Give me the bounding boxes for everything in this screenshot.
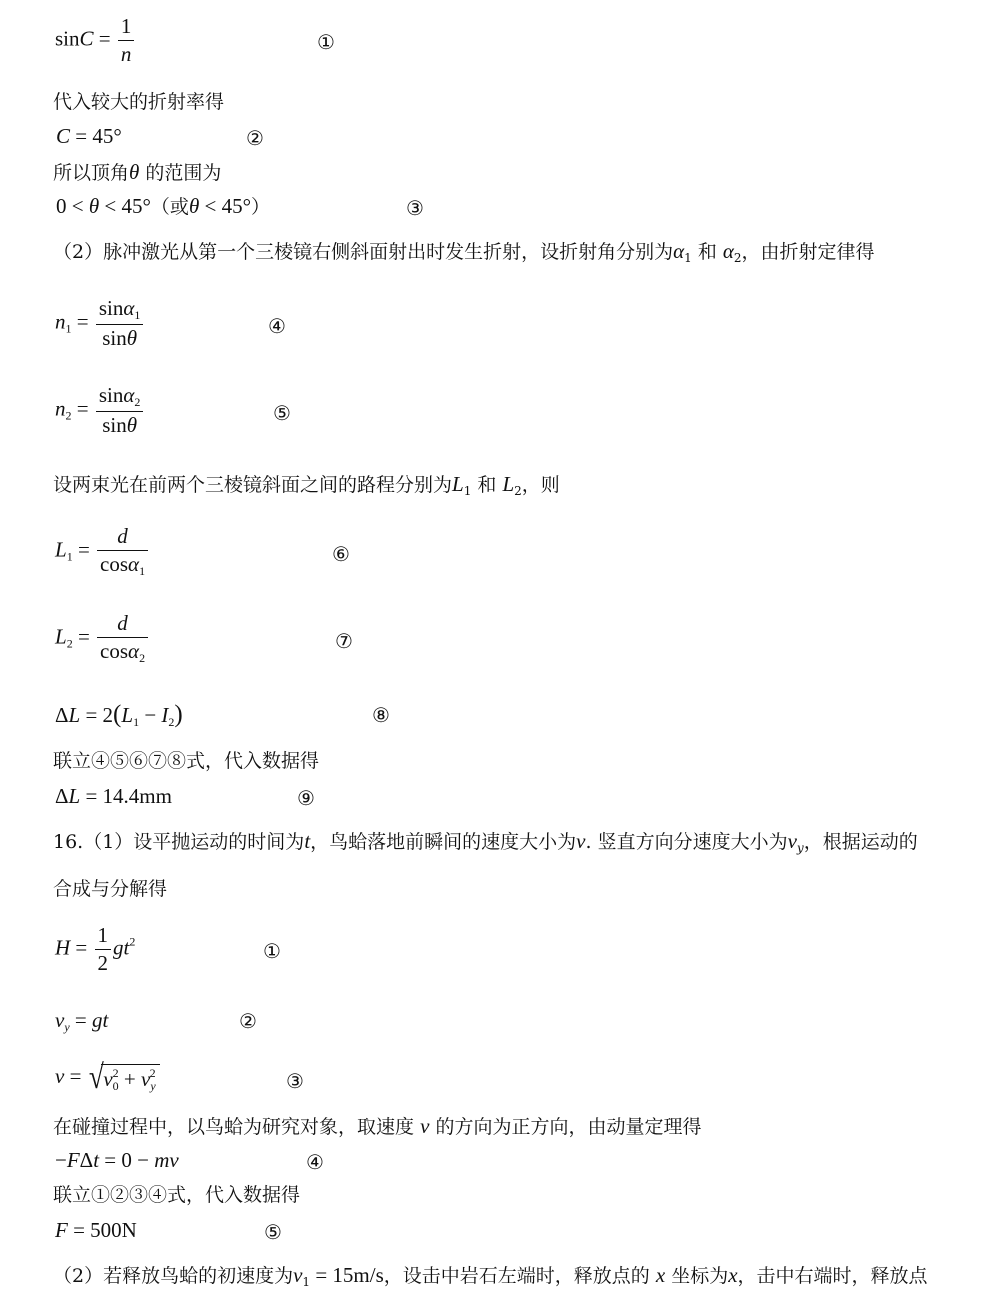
eq-mark-16-1: ①: [263, 939, 281, 963]
text-apex-angle-range: 所以顶角θ 的范围为: [53, 160, 222, 184]
eq-delta-L-result: ΔL = 14.4mm: [55, 784, 172, 808]
text-compose-decompose: 合成与分解得: [53, 878, 168, 900]
eq-F-result: F = 500N: [55, 1218, 137, 1242]
eq-C-result: C = 45°: [56, 124, 122, 148]
text-q16-intro: 16.（1）设平抛运动的时间为t，鸟蛤落地前瞬间的速度大小为v. 竖直方向分速度大小为$v_y$，根据运动的: [53, 829, 918, 855]
eq-mark-2: ②: [246, 126, 264, 150]
eq-mark-16-3: ③: [286, 1069, 304, 1093]
eq-mark-1: ①: [317, 30, 335, 54]
eq-L2: $L_2$ = $\frac{d}{\cos\alpha_2}$: [55, 613, 150, 664]
text-combine-a: 联立④⑤⑥⑦⑧式，代入数据得: [53, 750, 320, 772]
eq-mark-5: ⑤: [273, 401, 291, 425]
eq-vy: $v_y$ = gt: [55, 1008, 109, 1034]
eq-theta-range: 0 < θ < 45°（或θ < 45°）: [56, 194, 271, 218]
eq-mark-9: ⑨: [297, 786, 315, 810]
eq-impulse: −FΔt = 0 − mv: [55, 1148, 179, 1172]
eq-mark-16-5: ⑤: [264, 1220, 282, 1244]
text-part2-intro: （2）脉冲激光从第一个三棱镜右侧斜面射出时发生折射，设折射角分别为$\alpha_1$ 和 $\alpha_2$，由折射定律得: [53, 239, 875, 265]
eq-critical-angle: sinC = $\frac{1}{n}$: [55, 16, 136, 65]
eq-mark-3: ③: [406, 196, 424, 220]
eq-mark-6: ⑥: [332, 542, 350, 566]
eq-mark-16-4: ④: [306, 1150, 324, 1174]
eq-n1: $n_1$ = $\frac{\sin\alpha_1}{\sin\theta}$: [55, 298, 145, 349]
text-substitute-larger-index: 代入较大的折射率得: [53, 91, 225, 113]
eq-mark-4: ④: [268, 314, 286, 338]
text-collision: 在碰撞过程中，以鸟蛤为研究对象，取速度 v 的方向为正方向，由动量定理得: [53, 1114, 702, 1138]
eq-H: H = $\frac{1}{2}$ $gt^2$: [55, 923, 136, 975]
text-paths-intro: 设两束光在前两个三棱镜斜面之间的路程分别为$L_1$ 和 $L_2$，则: [53, 472, 560, 498]
eq-mark-7: ⑦: [335, 629, 353, 653]
text-part2b-intro: （2）若释放鸟蛤的初速度为$v_1 = 15m/s$，设击中岩石左端时，释放点的 x 坐标为x，击中右端时，释放点: [53, 1263, 928, 1289]
eq-n2: $n_2$ = $\frac{\sin\alpha_2}{\sin\theta}$: [55, 385, 145, 436]
eq-mark-16-2: ②: [239, 1009, 257, 1033]
eq-delta-L-formula: $\Delta L = 2(L_1 - I_2)$: [55, 701, 183, 729]
eq-mark-8: ⑧: [372, 703, 390, 727]
eq-L1: $L_1$ = $\frac{d}{\cos\alpha_1}$: [55, 526, 150, 577]
text-combine-b: 联立①②③④式，代入数据得: [53, 1184, 301, 1206]
eq-v: $v = √v_0^2 + v_y^2$: [55, 1061, 160, 1095]
